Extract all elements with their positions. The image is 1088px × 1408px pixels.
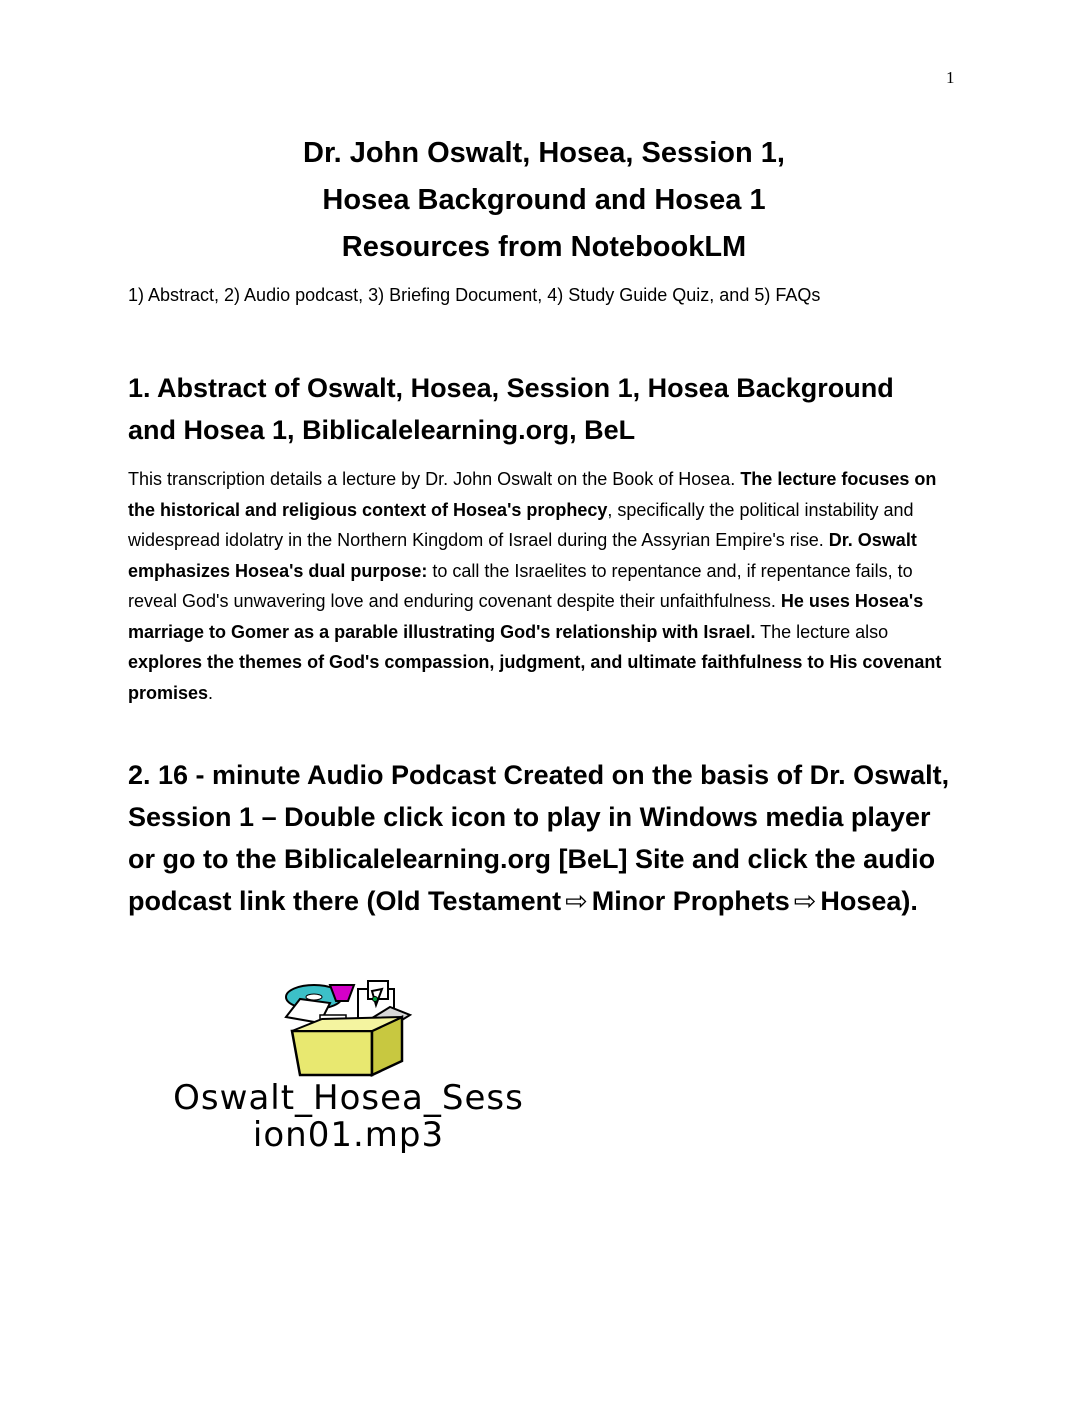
file-label-line-2: ion01.mp3 (252, 1115, 445, 1155)
podcast-heading (128, 754, 958, 923)
abstract-text-4: The lecture also (755, 621, 889, 642)
title-line-3: Resources from NotebookLM (341, 231, 747, 263)
podcast-file-label[interactable] (126, 1080, 571, 1154)
right-arrow-icon: ⇨ (565, 886, 588, 917)
contents-list: 1) Abstract, 2) Audio podcast, 3) Briefing Document, 4) Study Guide Quiz, and 5) FAQs (128, 285, 821, 305)
abstract-bold-4: explores the themes of God's compassion, judgment, and ultimate faithfulness to His covenant promises (128, 652, 942, 703)
page-number: 1 (946, 68, 955, 87)
abstract-bold-1: The lecture focuses on the historical and religious context of Hosea's prophecy (128, 469, 937, 520)
right-arrow-icon: ⇨ (793, 886, 817, 917)
abstract-text-1: This transcription details a lecture by Dr. John Oswalt on the Book of Hosea. (128, 469, 741, 489)
package-file-icon[interactable] (272, 975, 422, 1080)
podcast-heading-text-1: 2. 16 - minute Audio Podcast Created on the basis of Dr. Oswalt, Session 1 – Double click icon to play in Windows media player or go to the Biblicalelearning.org [BeL] Site and click the audio podcast link there (Old Testament (128, 760, 950, 916)
file-label-line-1: Oswalt_Hosea_Sess (173, 1078, 524, 1118)
abstract-bold-3: He uses Hosea's marriage to Gomer as a parable illustrating God's relationship with Israel. (128, 591, 924, 642)
abstract-bold-2: Dr. Oswalt emphasizes Hosea's dual purpose: (128, 530, 917, 581)
abstract-heading: 1. Abstract of Oswalt, Hosea, Session 1, Hosea Background and Hosea 1, Biblicalelearning.org, BeL (128, 373, 894, 445)
abstract-paragraph (128, 464, 958, 708)
document-title (0, 130, 1088, 271)
abstract-text-2: , specifically the political instability and widespread idolatry in the Northern Kingdom of Israel during the Assyrian Empire's rise. (128, 499, 914, 550)
abstract-text-3: to call the Israelites to repentance and, if repentance fails, to reveal God's unwavering love and enduring covenant despite their unfaithfulness. (128, 560, 913, 611)
podcast-heading-text-3: Hosea). (820, 886, 918, 916)
title-line-1: Dr. John Oswalt, Hosea, Session 1, (303, 137, 785, 169)
abstract-text-5: . (208, 682, 214, 703)
podcast-heading-text-2: Minor Prophets (591, 886, 790, 916)
title-line-2: Hosea Background and Hosea 1 (322, 184, 766, 216)
